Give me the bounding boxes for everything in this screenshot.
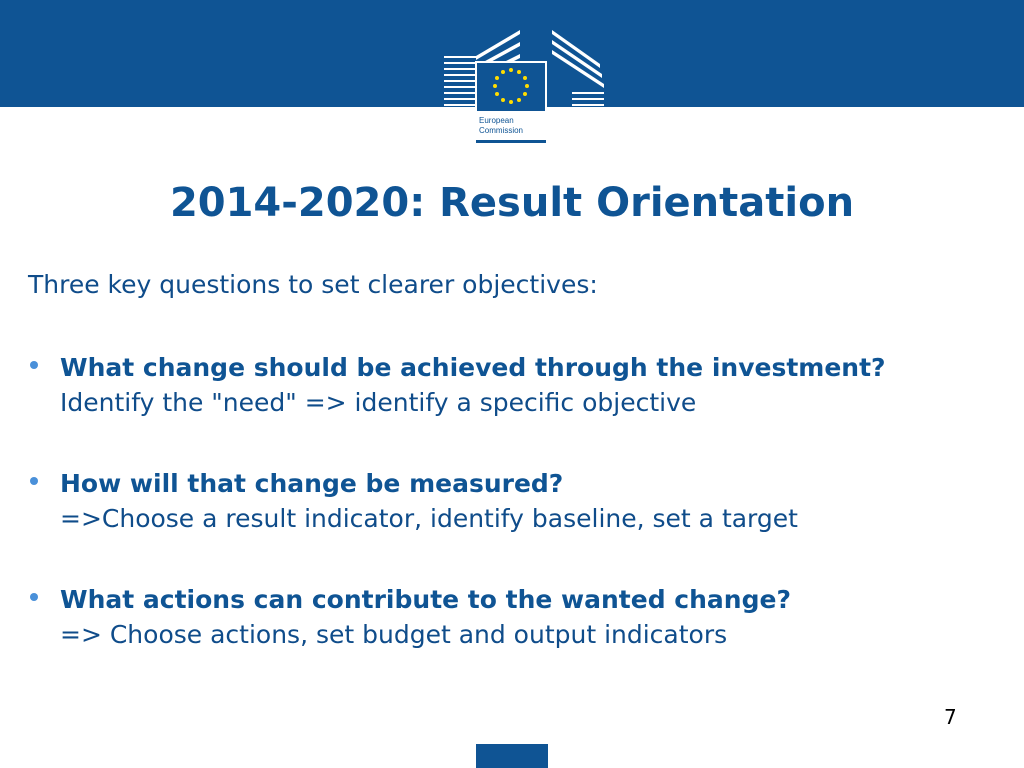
logo-text-line2: Commission xyxy=(479,126,524,135)
intro-text: Three key questions to set clearer objectives: xyxy=(28,270,598,299)
answer-text: =>Choose a result indicator, identify baseline, set a target xyxy=(60,504,798,533)
logo-text-line1: European xyxy=(479,116,514,125)
bullet-icon xyxy=(30,361,38,369)
answer-text: => Choose actions, set budget and output indicators xyxy=(60,620,728,649)
question-item xyxy=(28,582,1008,698)
european-commission-logo xyxy=(440,26,608,144)
logo-graphic xyxy=(440,26,608,144)
question-text: What actions can contribute to the wanted change? xyxy=(60,585,791,614)
bullet-icon xyxy=(30,593,38,601)
question-item xyxy=(28,466,1008,582)
question-list xyxy=(28,350,1008,698)
question-item xyxy=(28,350,1008,466)
slide-title: 2014-2020: Result Orientation xyxy=(169,180,855,226)
question-text: What change should be achieved through the investment? xyxy=(60,353,886,382)
page-number: 7 xyxy=(944,705,957,729)
answer-text: Identify the "need" => identify a specific objective xyxy=(60,388,697,417)
question-text: How will that change be measured? xyxy=(60,469,564,498)
footer-tab xyxy=(476,744,548,768)
bullet-icon xyxy=(30,477,38,485)
